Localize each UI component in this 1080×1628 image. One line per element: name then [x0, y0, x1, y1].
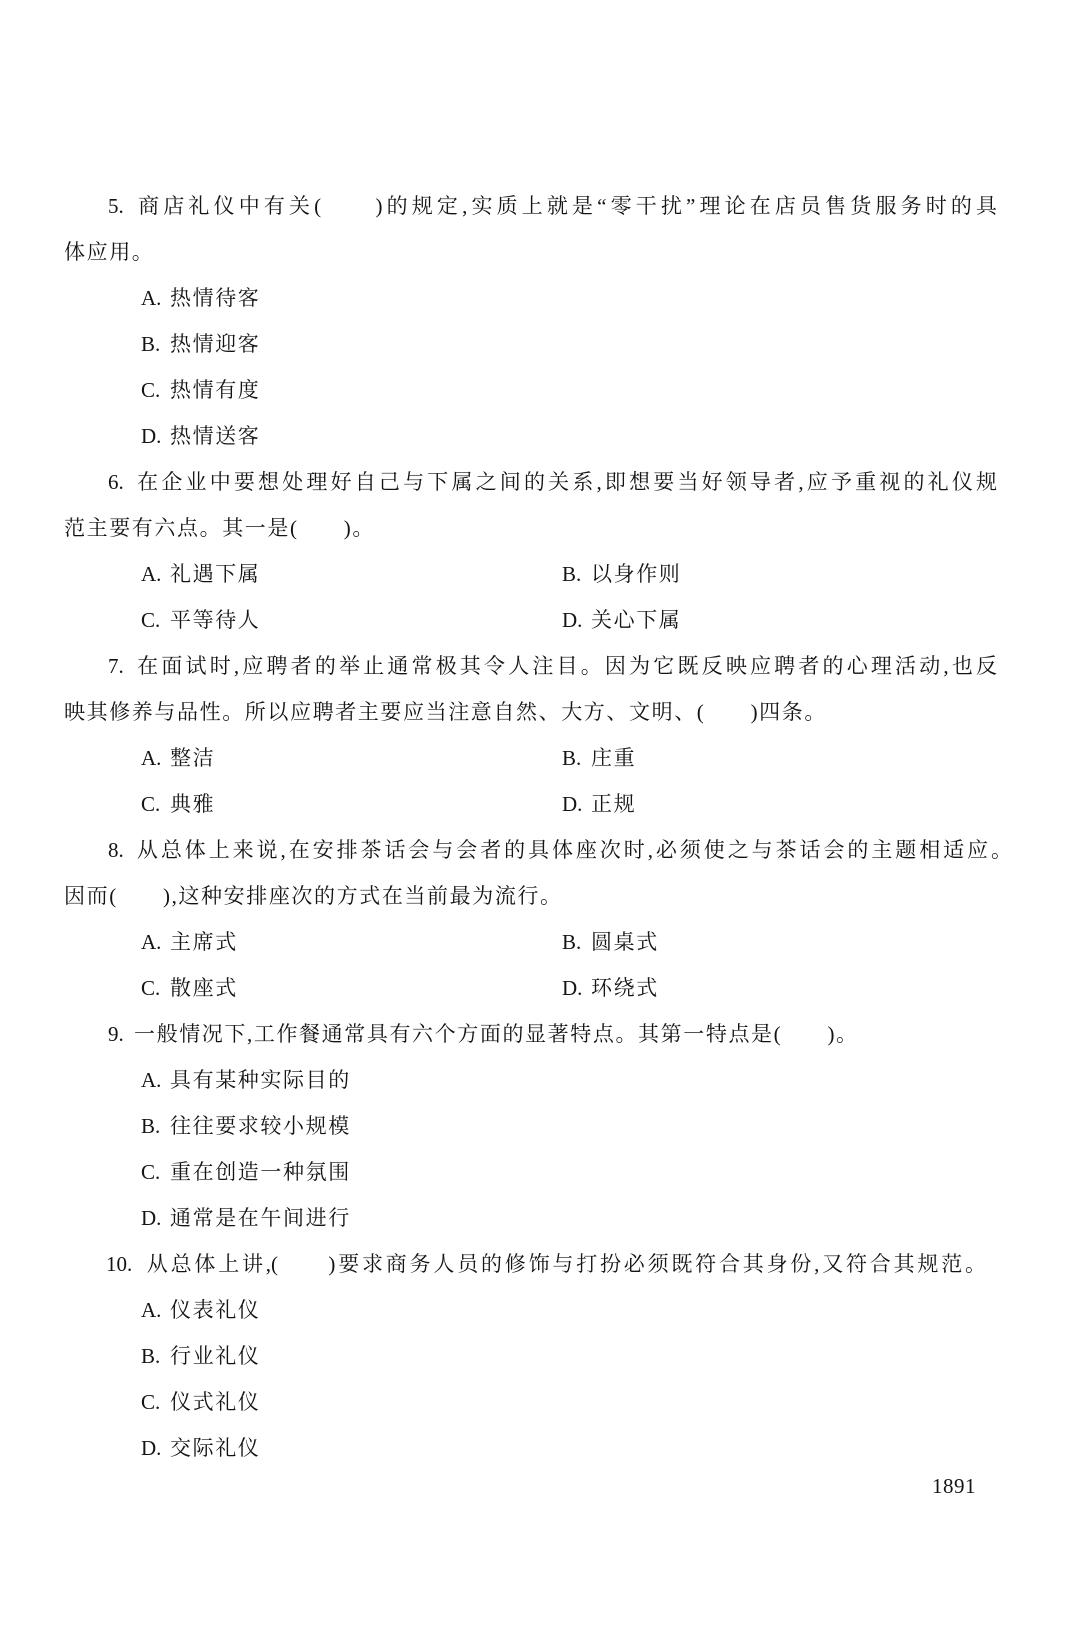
- option-letter: D.: [562, 792, 583, 816]
- question-stem-text: 在面试时,应聘者的举止通常极其令人注目。因为它既反映应聘者的心理活动,也反: [134, 654, 997, 678]
- question-number: 8.: [108, 838, 124, 862]
- option-letter: D.: [141, 1206, 162, 1230]
- question-stem-text: 商店礼仪中有关( )的规定,实质上就是“零干扰”理论在店员售货服务时的具: [134, 194, 998, 218]
- option-text: 热情送客: [170, 424, 261, 448]
- option-text: 行业礼仪: [170, 1344, 261, 1368]
- option-text: 主席式: [170, 930, 238, 954]
- option-d: [141, 1195, 351, 1241]
- option-letter: B.: [141, 1114, 161, 1138]
- option-text: 以身作则: [591, 562, 682, 586]
- option-letter: A.: [141, 1068, 162, 1092]
- option-text: 热情待客: [170, 286, 261, 310]
- option-text: 往往要求较小规模: [170, 1114, 351, 1138]
- option-d: [141, 413, 260, 459]
- question-number: 9.: [108, 1022, 124, 1046]
- option-text: 关心下属: [591, 608, 682, 632]
- option-text: 散座式: [170, 976, 238, 1000]
- option-letter: A.: [141, 1298, 162, 1322]
- option-letter: B.: [562, 562, 582, 586]
- option-letter: B.: [562, 746, 582, 770]
- option-c: [141, 1379, 260, 1425]
- question-stem-line: 体应用。: [64, 240, 155, 264]
- option-c: [141, 781, 215, 827]
- option-text: 热情有度: [170, 378, 261, 402]
- page-number: 1891: [932, 1474, 976, 1498]
- question-number: 10.: [106, 1252, 133, 1276]
- option-letter: A.: [141, 930, 162, 954]
- option-text: 具有某种实际目的: [170, 1068, 351, 1092]
- option-text: 典雅: [170, 792, 216, 816]
- option-a: [141, 1287, 260, 1333]
- option-letter: B.: [562, 930, 582, 954]
- option-d: [562, 781, 636, 827]
- option-d: [562, 965, 659, 1011]
- option-b: [562, 551, 681, 597]
- question-stem-text: 一般情况下,工作餐通常具有六个方面的显著特点。其第一特点是( )。: [134, 1022, 859, 1046]
- option-b: [562, 735, 636, 781]
- option-letter: A.: [141, 286, 162, 310]
- option-a: [141, 275, 260, 321]
- question-stem-line: [108, 1011, 859, 1057]
- option-text: 圆桌式: [591, 930, 659, 954]
- question-stem-text: 在企业中要想处理好自己与下属之间的关系,即想要当好领导者,应予重视的礼仪规: [134, 470, 997, 494]
- option-letter: A.: [141, 746, 162, 770]
- option-letter: D.: [141, 1436, 162, 1460]
- question-stem-line: [106, 1241, 986, 1287]
- option-text: 仪式礼仪: [170, 1390, 261, 1414]
- option-text: 正规: [591, 792, 637, 816]
- option-text: 通常是在午间进行: [170, 1206, 351, 1230]
- question-stem-line: [108, 183, 997, 229]
- option-b: [562, 919, 659, 965]
- option-text: 礼遇下属: [170, 562, 261, 586]
- option-c: [141, 367, 260, 413]
- option-letter: D.: [562, 608, 583, 632]
- option-a: [141, 919, 238, 965]
- option-d: [562, 597, 681, 643]
- option-letter: D.: [562, 976, 583, 1000]
- option-text: 整洁: [170, 746, 216, 770]
- option-text: 交际礼仪: [170, 1436, 261, 1460]
- question-stem-text: 从总体上来说,在安排茶话会与会者的具体座次时,必须使之与茶话会的主题相适应。: [134, 838, 1012, 862]
- question-stem-line: 映其修养与品性。所以应聘者主要应当注意自然、大方、文明、( )四条。: [64, 700, 827, 724]
- option-text: 热情迎客: [170, 332, 261, 356]
- option-text: 环绕式: [591, 976, 659, 1000]
- option-letter: D.: [141, 424, 162, 448]
- question-stem-text: 从总体上讲,( )要求商务人员的修饰与打扮必须既符合其身份,又符合其规范。: [144, 1252, 986, 1276]
- option-b: [141, 321, 260, 367]
- option-letter: C.: [141, 1390, 161, 1414]
- question-number: 6.: [108, 470, 124, 494]
- question-stem-line: 因而( ),这种安排座次的方式在当前最为流行。: [64, 884, 563, 908]
- option-text: 仪表礼仪: [170, 1298, 261, 1322]
- option-letter: C.: [141, 1160, 161, 1184]
- question-stem-line: [108, 827, 1012, 873]
- option-letter: C.: [141, 976, 161, 1000]
- option-a: [141, 1057, 351, 1103]
- option-letter: A.: [141, 562, 162, 586]
- option-c: [141, 1149, 351, 1195]
- option-text: 平等待人: [170, 608, 261, 632]
- option-d: [141, 1425, 260, 1471]
- option-b: [141, 1333, 260, 1379]
- option-letter: C.: [141, 608, 161, 632]
- option-c: [141, 965, 238, 1011]
- option-text: 庄重: [591, 746, 637, 770]
- option-b: [141, 1103, 351, 1149]
- question-number: 5.: [108, 194, 124, 218]
- question-stem-line: [108, 643, 997, 689]
- question-number: 7.: [108, 654, 124, 678]
- question-stem-line: [108, 459, 997, 505]
- option-c: [141, 597, 260, 643]
- option-letter: B.: [141, 1344, 161, 1368]
- option-letter: C.: [141, 792, 161, 816]
- option-letter: B.: [141, 332, 161, 356]
- option-a: [141, 735, 215, 781]
- option-a: [141, 551, 260, 597]
- option-letter: C.: [141, 378, 161, 402]
- question-stem-line: 范主要有六点。其一是( )。: [64, 516, 375, 540]
- option-text: 重在创造一种氛围: [170, 1160, 351, 1184]
